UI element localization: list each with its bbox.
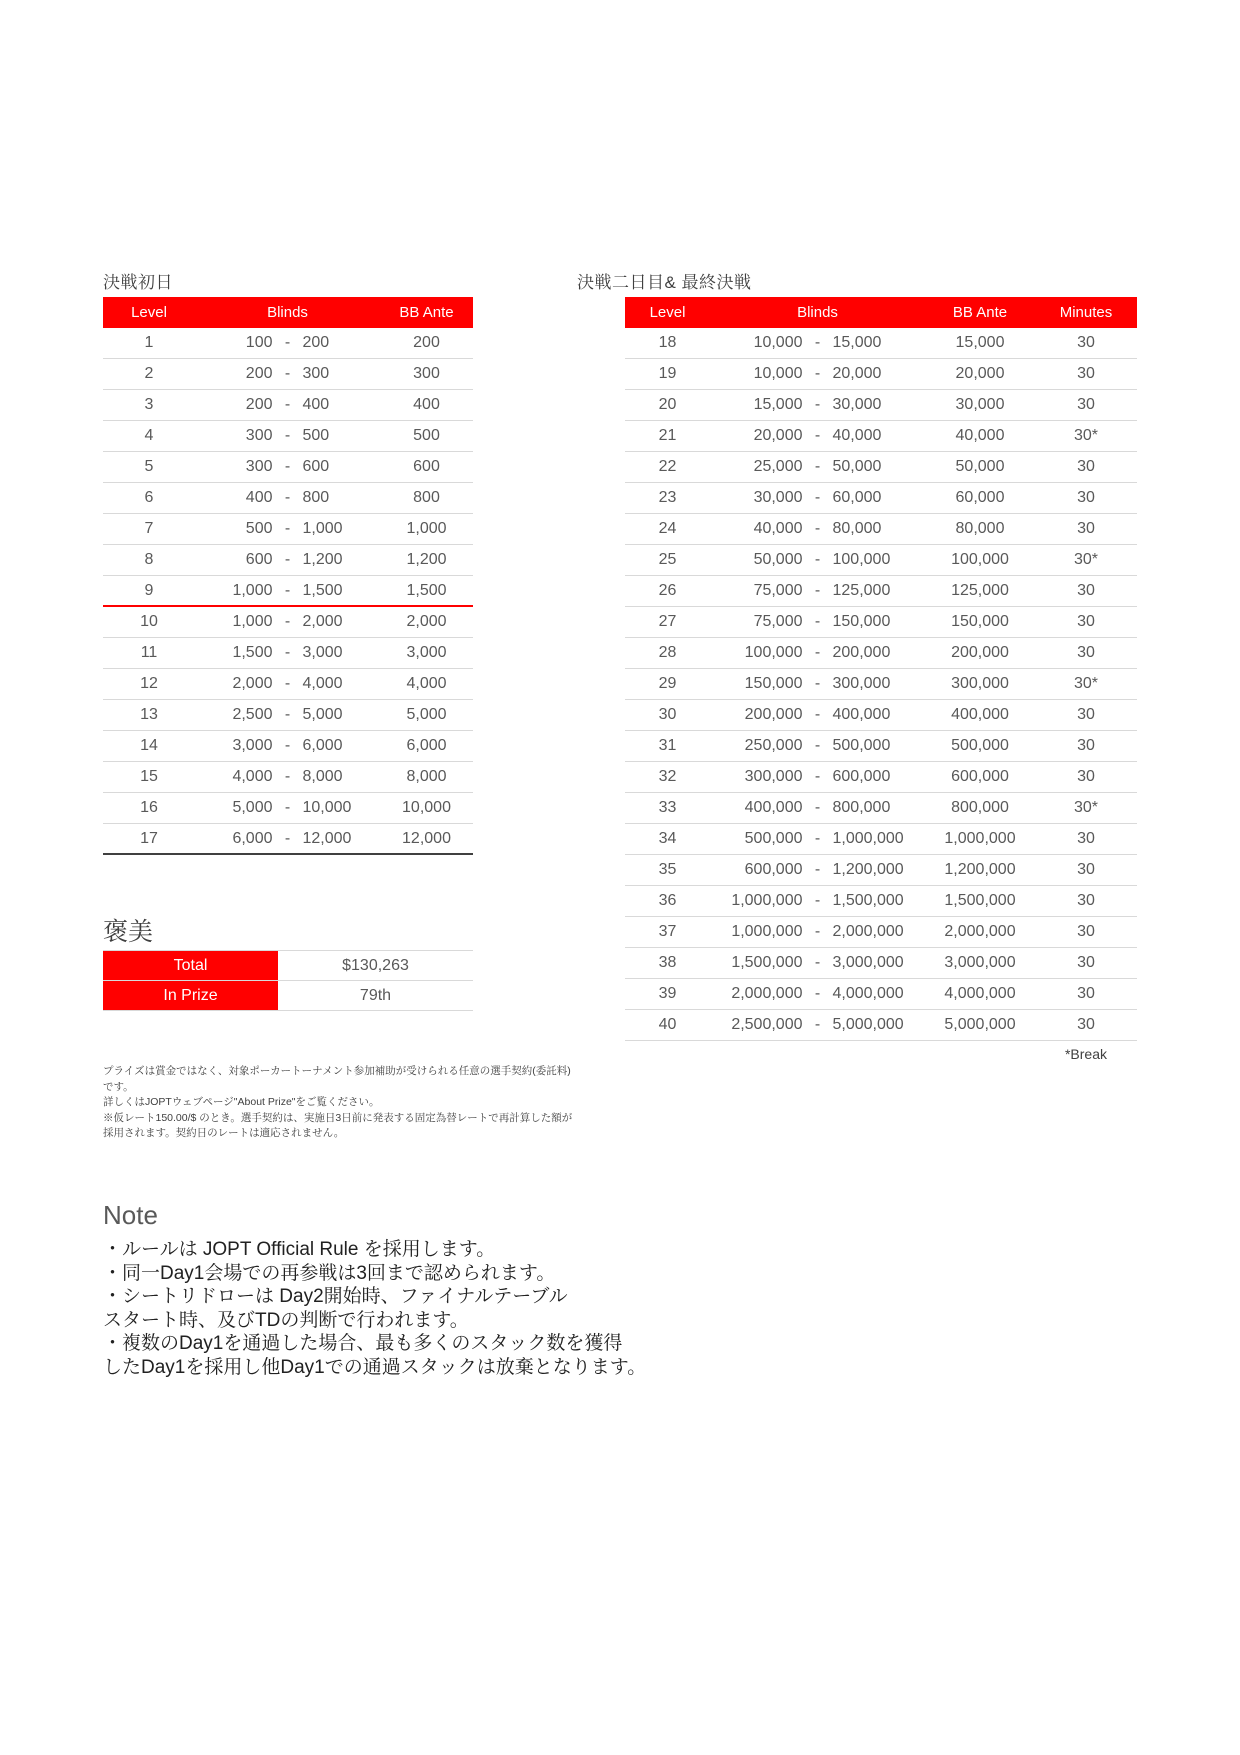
note-line: したDay1を採用し他Day1での通過スタックは放棄となります。 [103,1356,647,1378]
prize-row-label: Total [103,951,278,980]
note-line: ・シートリドローは Day2開始時、ファイナルテーブル [103,1286,568,1307]
blinds-cell: 3,000 - 6,000 [232,737,343,754]
day2-table-body [625,328,1137,1041]
table-row [625,917,1137,948]
bb-ante-cell: 3,000 [406,644,447,661]
bb-ante-cell: 800 [413,489,440,506]
table-row [625,855,1137,886]
table-row [625,328,1137,359]
table-row [103,452,473,483]
level-cell: 9 [144,581,154,599]
column-header-level: Level [649,304,686,321]
table-row [103,514,473,545]
level-cell: 29 [658,675,677,692]
blinds-cell: 6,000 - 12,000 [232,829,352,847]
bb-ante-cell: 20,000 [955,365,1005,382]
bb-ante-cell: 4,000 [406,675,447,692]
blinds-cell: 25,000 - 50,000 [753,458,882,475]
column-header-level: Level [131,304,167,321]
bb-ante-cell: 500 [413,427,440,444]
table-row [103,607,473,638]
blinds-cell: 1,500,000 - 3,000,000 [731,954,904,971]
bb-ante-cell: 500,000 [951,737,1009,754]
table-row [625,824,1137,855]
minutes-cell: 30* [1073,427,1099,444]
table-row [625,793,1137,824]
fine-print-line: 詳しくはJOPTウェブページ"About Prize"をご覧ください。 [103,1096,380,1108]
table-row [625,359,1137,390]
day2-table-title: 決戦二日目& 最終決戦 [577,273,752,292]
minutes-cell: 30 [1077,489,1095,506]
level-cell: 2 [144,365,154,382]
table-row [103,638,473,669]
prize-row [103,981,473,1011]
bb-ante-cell: 1,200 [406,551,447,568]
bb-ante-cell: 1,000 [406,520,447,537]
bb-ante-cell: 5,000 [406,706,447,723]
bb-ante-cell: 40,000 [955,427,1005,444]
bb-ante-cell: 200,000 [951,644,1009,661]
table-row [103,576,473,607]
table-row [625,1010,1137,1041]
minutes-cell: 30 [1077,582,1095,599]
prize-row-value: $130,263 [342,956,409,974]
table-row [103,483,473,514]
blinds-cell: 75,000 - 125,000 [753,582,891,599]
blinds-cell: 1,000,000 - 2,000,000 [731,923,904,940]
minutes-cell: 30 [1077,520,1095,537]
bb-ante-cell: 1,500,000 [944,892,1016,909]
fine-print-line: ※仮レート150.00/$ のとき。選手契約は、実施日3日前に発表する固定為替レートで再計算した額が [103,1111,573,1124]
table-row [103,762,473,793]
bb-ante-cell: 8,000 [406,768,447,785]
day2-table [625,297,1137,1041]
blinds-cell: 1,000 - 1,500 [232,581,343,599]
note-line: ・複数のDay1を通過した場合、最も多くのスタック数を獲得 [103,1333,623,1354]
level-cell: 38 [658,954,677,971]
minutes-cell: 30 [1077,861,1095,878]
blinds-cell: 2,500 - 5,000 [232,706,343,723]
bb-ante-cell: 300 [413,365,440,382]
note-line: ・同一Day1会場での再参戦は3回まで認められます。 [103,1262,556,1284]
level-cell: 33 [658,799,677,816]
bb-ante-cell: 2,000 [406,613,447,630]
bb-ante-cell: 60,000 [955,489,1005,506]
column-header-blinds: Blinds [797,304,838,321]
minutes-cell: 30 [1077,644,1095,661]
table-row [103,731,473,762]
level-cell: 31 [658,737,677,754]
minutes-cell: 30 [1077,954,1095,971]
bb-ante-cell: 2,000,000 [944,923,1016,940]
prize-title: 褒美 [103,918,154,946]
blinds-cell: 1,000 - 2,000 [232,613,343,630]
minutes-cell: 30* [1073,675,1099,692]
level-cell: 39 [658,985,677,1002]
bb-ante-cell: 1,000,000 [944,830,1016,847]
bb-ante-cell: 400,000 [951,706,1009,723]
table-row [103,793,473,824]
fine-print-line: 採用されます。契約日のレートは適応されません。 [103,1127,345,1139]
blinds-cell: 200 - 400 [245,396,330,413]
minutes-cell: 30 [1077,365,1095,382]
table-row [103,390,473,421]
level-cell: 23 [658,489,677,506]
table-row [103,421,473,452]
minutes-cell: 30 [1077,334,1095,351]
table-row [625,452,1137,483]
prize-row-value: 79th [359,986,392,1004]
minutes-cell: 30 [1077,892,1095,909]
table-row [625,700,1137,731]
bb-ante-cell: 125,000 [951,582,1009,599]
level-cell: 8 [144,551,154,568]
table-row [625,979,1137,1010]
blinds-cell: 500,000 - 1,000,000 [744,830,904,847]
level-cell: 35 [658,861,677,878]
level-cell: 5 [144,458,154,475]
bb-ante-cell: 50,000 [955,458,1005,475]
note-title: Note [103,1200,158,1230]
minutes-cell: 30 [1077,1016,1095,1033]
bb-ante-cell: 600,000 [951,768,1009,785]
table-row [625,886,1137,917]
bb-ante-cell: 80,000 [955,520,1005,537]
table-row [625,731,1137,762]
level-cell: 19 [658,365,677,382]
minutes-cell: 30 [1077,923,1095,940]
level-cell: 26 [658,582,677,599]
column-header-blinds: Blinds [267,304,308,321]
level-cell: 11 [140,644,158,661]
level-cell: 34 [658,830,677,847]
note-line: ・ルールは JOPT Official Rule を採用します。 [103,1239,496,1260]
blinds-cell: 15,000 - 30,000 [753,396,882,413]
table-row [625,762,1137,793]
table-row [103,545,473,576]
level-cell: 15 [140,768,158,785]
blinds-cell: 400 - 800 [245,489,330,506]
minutes-cell: 30 [1077,737,1095,754]
blinds-cell: 2,500,000 - 5,000,000 [731,1016,904,1033]
table-row [625,483,1137,514]
blinds-cell: 200,000 - 400,000 [744,706,891,723]
level-cell: 17 [140,829,158,847]
level-cell: 1 [144,334,154,351]
blinds-cell: 5,000 - 10,000 [232,799,352,816]
minutes-cell: 30 [1077,396,1095,413]
blinds-cell: 100,000 - 200,000 [744,644,891,661]
level-cell: 14 [140,737,158,754]
blinds-cell: 600 - 1,200 [245,551,343,568]
table-row [625,390,1137,421]
prize-table [103,950,473,1011]
level-cell: 12 [140,675,158,692]
bb-ante-cell: 1,500 [406,581,447,599]
level-cell: 21 [658,427,677,444]
fine-print-line: プライズは賞金ではなく、対象ポーカートーナメント参加補助が受けられる任意の選手契約(委託料) [103,1065,571,1077]
minutes-cell: 30 [1077,613,1095,630]
blinds-cell: 300 - 600 [245,458,330,475]
table-row [103,700,473,731]
level-cell: 24 [658,520,677,537]
minutes-cell: 30* [1073,799,1099,816]
level-cell: 6 [144,489,154,506]
bb-ante-cell: 5,000,000 [944,1016,1016,1033]
bb-ante-cell: 600 [413,458,440,475]
level-cell: 40 [658,1016,677,1033]
column-header-bb-ante: BB Ante [952,304,1008,321]
blinds-cell: 75,000 - 150,000 [753,613,891,630]
blinds-cell: 30,000 - 60,000 [753,489,882,506]
prize-row [103,951,473,981]
bb-ante-cell: 6,000 [406,737,447,754]
level-cell: 4 [144,427,154,444]
fine-print-line: です。 [103,1080,134,1093]
level-cell: 10 [140,613,158,630]
table-row [625,669,1137,700]
minutes-cell: 30 [1077,458,1095,475]
level-cell: 36 [658,892,677,909]
level-cell: 28 [658,644,677,661]
table-row [103,824,473,855]
blinds-cell: 300 - 500 [245,427,330,444]
note-list [103,1238,647,1379]
level-cell: 30 [658,706,677,723]
level-cell: 37 [658,923,677,940]
blinds-cell: 2,000,000 - 4,000,000 [731,985,904,1002]
level-cell: 20 [658,396,677,413]
day1-table-title: 決戦初日 [103,273,173,292]
bb-ante-cell: 150,000 [951,613,1009,630]
bb-ante-cell: 15,000 [955,334,1005,351]
blinds-cell: 600,000 - 1,200,000 [744,861,904,878]
table-row [625,638,1137,669]
fine-print [103,1064,663,1142]
minutes-cell: 30 [1077,985,1095,1002]
bb-ante-cell: 12,000 [402,829,451,847]
blinds-cell: 200 - 300 [245,365,330,382]
prize-row-label: In Prize [103,981,278,1010]
blinds-cell: 500 - 1,000 [245,520,343,537]
table-header-row [103,297,473,328]
note-line: スタート時、及びTDの判断で行われます。 [103,1309,469,1331]
table-row [625,421,1137,452]
table-row [625,607,1137,638]
level-cell: 22 [658,458,677,475]
table-row [625,576,1137,607]
blinds-cell: 20,000 - 40,000 [753,427,882,444]
break-footnote: *Break [1064,1046,1108,1062]
table-row [103,669,473,700]
blinds-cell: 300,000 - 600,000 [744,768,891,785]
table-row [625,545,1137,576]
minutes-cell: 30 [1077,830,1095,847]
bb-ante-cell: 300,000 [951,675,1009,692]
blinds-cell: 10,000 - 20,000 [753,365,882,382]
bb-ante-cell: 100,000 [951,551,1009,568]
column-header-minutes: Minutes [1059,304,1113,321]
bb-ante-cell: 200 [413,334,440,351]
table-header-row [625,297,1137,328]
bb-ante-cell: 3,000,000 [944,954,1016,971]
bb-ante-cell: 4,000,000 [944,985,1016,1002]
table-row [103,328,473,359]
table-row [103,359,473,390]
day1-table-body [103,328,473,855]
bb-ante-cell: 10,000 [402,799,451,816]
bb-ante-cell: 1,200,000 [944,861,1016,878]
level-cell: 16 [140,799,158,816]
table-row [625,514,1137,545]
day1-table [103,297,473,855]
blinds-cell: 1,000,000 - 1,500,000 [731,892,904,909]
level-cell: 3 [144,396,154,413]
blinds-cell: 1,500 - 3,000 [232,644,343,661]
blinds-cell: 2,000 - 4,000 [232,675,343,692]
minutes-cell: 30* [1073,551,1099,568]
level-cell: 25 [658,551,677,568]
blinds-cell: 4,000 - 8,000 [232,768,343,785]
blinds-cell: 400,000 - 800,000 [744,799,891,816]
level-cell: 18 [658,334,677,351]
blinds-cell: 40,000 - 80,000 [753,520,882,537]
minutes-cell: 30 [1077,768,1095,785]
column-header-bb-ante: BB Ante [399,304,454,321]
level-cell: 7 [144,520,154,537]
minutes-cell: 30 [1077,706,1095,723]
blinds-cell: 100 - 200 [245,334,330,351]
level-cell: 32 [658,768,677,785]
blinds-cell: 50,000 - 100,000 [753,551,891,568]
table-row [625,948,1137,979]
blinds-cell: 10,000 - 15,000 [753,334,882,351]
bb-ante-cell: 800,000 [951,799,1009,816]
blinds-cell: 250,000 - 500,000 [744,737,891,754]
level-cell: 27 [658,613,677,630]
level-cell: 13 [140,706,158,723]
bb-ante-cell: 30,000 [955,396,1005,413]
blinds-cell: 150,000 - 300,000 [744,675,891,692]
bb-ante-cell: 400 [413,396,440,413]
